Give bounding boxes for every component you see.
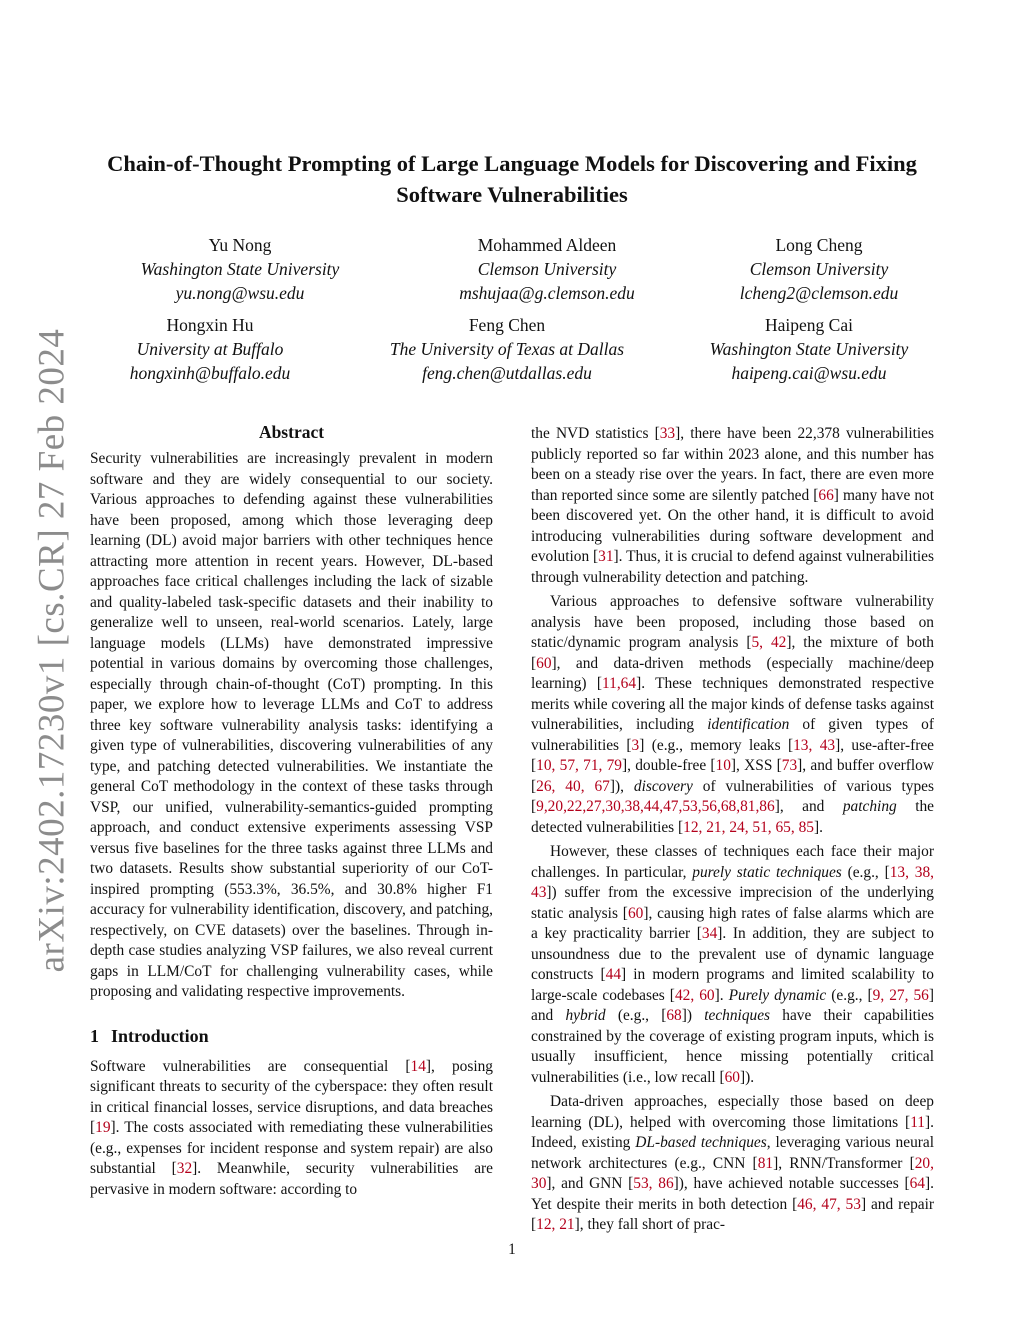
text-run: ]).: [739, 1068, 755, 1086]
text-run: ], and data-driven methods (especially machine/deep learning) [: [531, 654, 934, 692]
author-block: [704, 233, 934, 305]
abstract-text: Security vulnerabilities are increasingly prevalent in modern software and they are widely consequential to our society. Various approaches to defending against these vulnerabilities have been proposed, among which those leveraging deep learning (DL) avoid major barriers with other techniques hence attracting more attention in recent years. However, DL-based approaches face critical challenges including the lack of sizable and quality-labeled task-specific datasets and their inability to generalize well to unseen, real-world scenarios. Lately, large language models (LLMs) have demonstrated impressive potential in various domains by overcoming those challenges, especially through chain-of-thought (CoT) prompting. In this paper, we explore how to leverage LLMs and CoT to address three key software vulnerability analysis tasks: identifying a given type of vulnerabilities, discovering vulnerabilities of any type, and patching detected vulnerabilities. We instantiate the general CoT methodology in the context of these tasks through VSP, our unified, vulnerability-semantics-guided prompting approach, and conduct extensive experiments assessing VSP versus five baselines for the three tasks against three LLMs and two datasets. Results show substantial superiority of our CoT-inspired prompting (553.3%, 36.5%, and 30.8% higher F1 accuracy for vulnerability identification, discovery, and patching, respectively, on CVE datasets) over the baselines. Through in-depth case studies analyzing VSP failures, we also reveal current gaps in LLM/CoT for challenging vulnerability cases, while proposing and validating respective improvements.: [90, 450, 493, 1000]
body-paragraph: [531, 424, 934, 588]
emphasis: DL-based techniques: [635, 1134, 767, 1151]
citation-link[interactable]: 19: [95, 1119, 111, 1136]
author-affiliation: Washington State University: [709, 339, 909, 359]
text-run: ]. Indeed, existing: [531, 1113, 934, 1151]
author-block: [417, 233, 677, 305]
text-run: ]): [681, 1007, 705, 1024]
citation-link[interactable]: 64: [909, 1175, 925, 1192]
text-run: ], they fall short of prac-: [574, 1216, 726, 1233]
author-name: Yu Nong: [208, 235, 272, 255]
citation-link[interactable]: 68: [666, 1007, 682, 1024]
text-run: ] many have not been discovered yet. On the other hand, it is difficult to avoid introducing vulnerabilities during software development and evolution [: [531, 486, 934, 565]
emphasis: discovery: [633, 777, 693, 795]
text-run: ] and: [531, 986, 935, 1024]
text-run: the detected vulnerabilities [: [531, 798, 934, 836]
emphasis: identification: [707, 716, 790, 733]
citation-link[interactable]: 44: [605, 966, 622, 983]
emphasis: hybrid: [565, 1007, 606, 1024]
author-name: Hongxin Hu: [166, 315, 254, 335]
text-run: ], and buffer overflow [: [531, 757, 934, 795]
citation-link[interactable]: 73: [781, 757, 798, 774]
author-block: [357, 313, 657, 385]
right-column: [531, 424, 934, 1236]
author-affiliation: Washington State University: [140, 259, 340, 279]
abstract-heading: Abstract: [258, 422, 325, 442]
text-run: ]) suffer from the excessive imprecision of the underlying static analysis [: [531, 884, 934, 922]
text-run: (e.g., [: [841, 863, 890, 881]
citation-link[interactable]: 10, 57, 71, 79: [536, 757, 622, 774]
author-name: Mohammed Aldeen: [477, 235, 617, 255]
text-run: ], the mixture of both [: [531, 634, 934, 672]
text-run: ], causing high rates of false alarms which are a key practicality barrier [: [531, 904, 934, 942]
citation-link[interactable]: 3: [631, 736, 640, 754]
citation-link[interactable]: 42, 60: [674, 986, 715, 1004]
author-email: hongxinh@buffalo.edu: [129, 363, 291, 383]
citation-link[interactable]: 60: [724, 1068, 740, 1086]
text-run: ], there have been 22,378 vulnerabilities publicly reported so far within 2023 alone, and this number has been on a steady rise over the years. In fact, there are even more than reported since some are silently patched [: [531, 425, 934, 504]
text-run: However, these classes of techniques each face their major challenges. In particular,: [531, 843, 934, 881]
text-run: ]. The costs associated with remediating these vulnerabilities (e.g., expenses for incident response and system repair) are also substantial [: [90, 1119, 493, 1177]
author-name: Haipeng Cai: [765, 315, 853, 335]
author-email: feng.chen@utdallas.edu: [422, 363, 592, 383]
author-email: mshujaa@g.clemson.edu: [459, 283, 635, 303]
text-run: ], posing significant threats to security of the cyberspace: they often result in critical financial losses, service disruptions, and data breaches [: [90, 1057, 493, 1136]
citation-link[interactable]: 9, 27, 56: [872, 986, 929, 1004]
text-run: the NVD statistics [: [531, 425, 660, 442]
citation-link[interactable]: 10: [715, 757, 731, 774]
citation-link[interactable]: 66: [818, 486, 834, 504]
citation-link[interactable]: 26, 40, 67: [536, 777, 610, 795]
author-name: Long Cheng: [775, 235, 863, 255]
author-affiliation: The University of Texas at Dallas: [389, 339, 625, 359]
citation-link[interactable]: 13, 38, 43: [531, 863, 935, 901]
citation-link[interactable]: 11: [910, 1113, 926, 1131]
citation-link[interactable]: 31: [598, 548, 614, 565]
text-run: ]), have achieved notable successes [: [673, 1175, 910, 1192]
text-run: ]. Yet despite their merits in both detection [: [531, 1175, 934, 1213]
author-affiliation: Clemson University: [749, 259, 889, 279]
citation-link[interactable]: 11,64: [602, 675, 637, 692]
text-run: ]. Meanwhile, security vulnerabilities are pervasive in modern software: according to: [90, 1160, 493, 1198]
text-run: ] in modern programs and limited scalability to large-scale codebases [: [531, 966, 934, 1004]
body-paragraph: [531, 592, 934, 838]
text-run: ], and GNN [: [546, 1175, 634, 1192]
text-run: ], and: [774, 798, 843, 815]
citation-link[interactable]: 81: [757, 1154, 774, 1172]
citation-link[interactable]: 60: [627, 904, 644, 922]
section-number: 1: [90, 1025, 99, 1046]
citation-link[interactable]: 9,20,22,27,30,38,44,47,53,56,68,81,86: [536, 798, 775, 815]
author-block: [90, 313, 330, 385]
emphasis: Purely dynamic: [728, 986, 827, 1004]
text-run: ]. Thus, it is crucial to defend against vulnerabilities through vulnerability detection and patching.: [531, 548, 934, 586]
citation-link[interactable]: 5, 42: [751, 634, 787, 651]
text-run: ], use-after-free [: [531, 736, 934, 774]
text-run: Software vulnerabilities are consequential [: [90, 1057, 411, 1075]
citation-link[interactable]: 14: [410, 1057, 426, 1075]
citation-link[interactable]: 34: [701, 925, 718, 942]
left-column: [90, 421, 493, 1200]
text-run: ]. These techniques demonstrated respective merits while covering all the major kinds of defense tasks against vulnerabilities, including: [531, 675, 934, 733]
author-block: [684, 313, 934, 385]
author-block: [90, 233, 390, 305]
text-run: , leveraging various neural network architectures (e.g., CNN [: [531, 1134, 935, 1172]
text-run: ]),: [609, 777, 634, 795]
citation-link[interactable]: 32: [176, 1160, 193, 1177]
text-run: ] (e.g., memory leaks [: [639, 736, 794, 754]
text-run: (e.g., [: [605, 1007, 667, 1024]
citation-link[interactable]: 20, 30: [531, 1154, 934, 1192]
paper-title: Chain-of-Thought Prompting of Large Language Models for Discovering and Fixing Software Vulnerabilities: [107, 151, 917, 207]
citation-link[interactable]: 13, 43: [793, 736, 836, 754]
section-title: Introduction: [111, 1025, 209, 1046]
text-run: ], double-free [: [622, 757, 716, 774]
author-email: lcheng2@clemson.edu: [739, 283, 899, 303]
author-name: Feng Chen: [468, 315, 546, 335]
text-run: ], XSS [: [730, 757, 782, 774]
citation-link[interactable]: 33: [659, 425, 676, 442]
citation-link[interactable]: 53, 86: [633, 1175, 674, 1192]
author-email: haipeng.cai@wsu.edu: [731, 363, 887, 383]
author-row-1: [90, 233, 934, 305]
arxiv-stamp: [22, 328, 82, 972]
author-affiliation: University at Buffalo: [136, 339, 284, 359]
citation-link[interactable]: 12, 21: [536, 1216, 575, 1233]
text-run: of vulnerabilities of various types [: [531, 777, 934, 815]
author-row-2: [90, 313, 934, 385]
body-paragraph: [531, 842, 934, 1088]
text-run: have their capabilities constrained by the coverage of existing program inputs, which is usually insufficient, hence missing potentially critical vulnerabilities (i.e., low recall [: [531, 1007, 935, 1086]
text-run: Various approaches to defensive software vulnerability analysis have been proposed, including those based on static/dynamic program analysis [: [531, 593, 934, 651]
text-run: of given types of vulnerabilities [: [531, 716, 934, 754]
citation-link[interactable]: 12, 21, 24, 51, 65, 85: [683, 818, 814, 836]
text-run: ], RNN/Transformer [: [773, 1154, 915, 1172]
emphasis: techniques: [704, 1007, 771, 1024]
arxiv-stamp-text: arXiv:2402.17230v1 [cs.CR] 27 Feb 2024: [31, 328, 73, 972]
page-number: 1: [508, 1241, 516, 1258]
text-run: ] and repair [: [531, 1195, 935, 1233]
section-heading: [90, 1025, 493, 1047]
emphasis: patching: [842, 798, 897, 815]
citation-link[interactable]: 60: [536, 654, 552, 672]
author-email: yu.nong@wsu.edu: [175, 283, 305, 303]
text-run: ].: [813, 818, 823, 836]
intro-paragraph: [90, 1057, 493, 1201]
citation-link[interactable]: 46, 47, 53: [797, 1195, 861, 1213]
text-run: (e.g., [: [826, 986, 873, 1004]
text-run: ].: [714, 986, 729, 1004]
body-paragraph: [531, 1092, 934, 1236]
text-run: ]. In addition, they are subject to unsoundness due to the prevalent use of dynamic language constructs [: [531, 925, 934, 983]
author-affiliation: Clemson University: [477, 259, 617, 279]
text-run: Data-driven approaches, especially those based on deep learning (DL), helped with overcoming those limitations [: [531, 1093, 934, 1131]
emphasis: purely static techniques: [692, 863, 842, 881]
